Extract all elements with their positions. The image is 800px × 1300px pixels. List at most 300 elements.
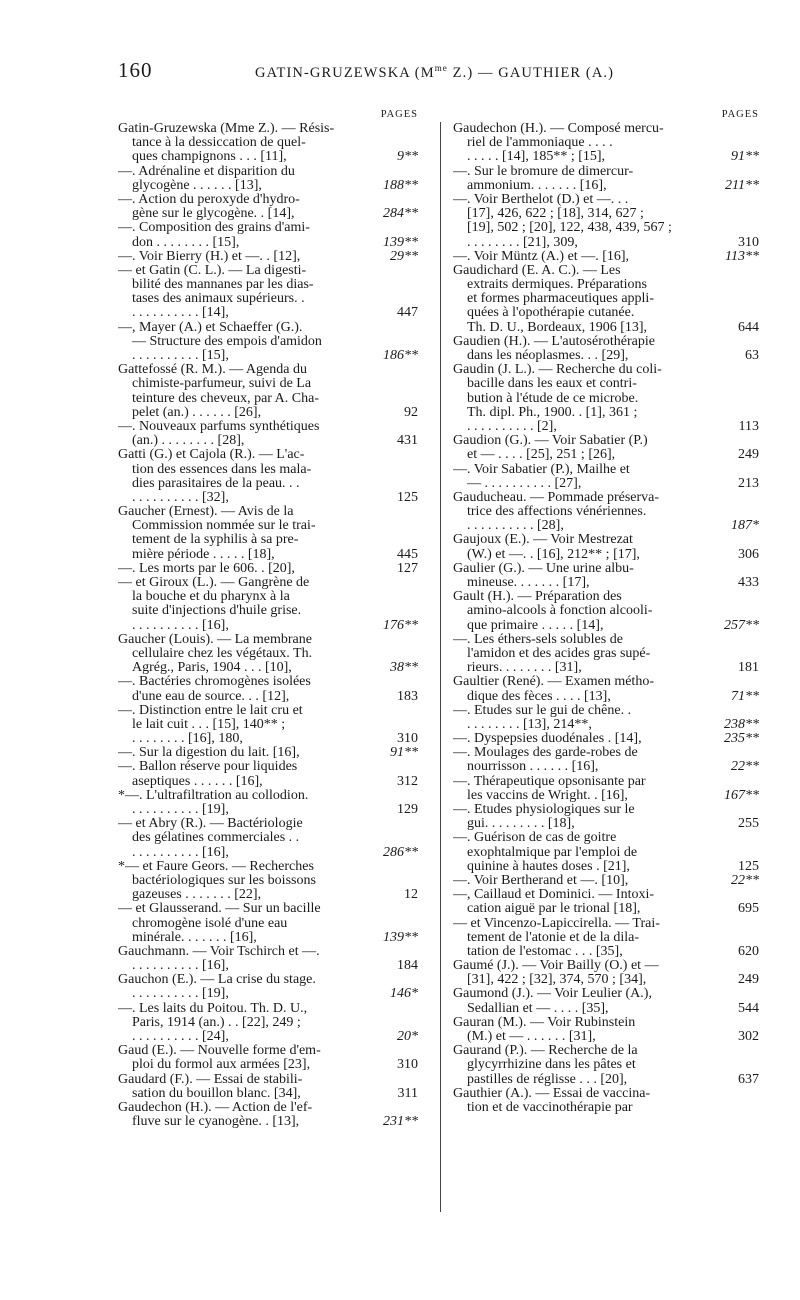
index-line (453, 1087, 759, 1101)
page-reference: 445 (397, 546, 418, 562)
page-reference: 63 (745, 348, 759, 363)
index-line (118, 874, 418, 888)
page-reference: 183 (397, 688, 418, 704)
page-reference: 125 (738, 858, 759, 874)
page-reference (709, 306, 759, 320)
index-line (453, 902, 759, 916)
index-line (118, 392, 418, 406)
page-reference (368, 1101, 418, 1115)
page-reference (709, 533, 759, 547)
index-line (453, 973, 759, 987)
index-entry-text: glycyrrhizine dans les pâtes et (467, 1058, 636, 1073)
index-line (453, 306, 759, 320)
page-reference: 433 (738, 575, 759, 590)
index-entry-text: *— et Faure Geors. — Recherches (118, 859, 314, 874)
index-line (118, 321, 418, 335)
page-reference: 310 (397, 731, 418, 747)
index-line (118, 888, 418, 902)
index-line (453, 434, 759, 448)
pages-label: PAGES (721, 109, 759, 120)
index-entry-text: (an.) . . . . . . . . [28], (132, 434, 245, 449)
index-entry-text: Gauchon (E.). — La crise du stage. (118, 973, 316, 988)
index-line (453, 831, 759, 845)
index-entry-text: . . . . . . . . . . [16], (132, 845, 229, 860)
page-reference: 12 (404, 887, 418, 903)
index-entry-text: dies parasitaires de la peau. . . (132, 476, 300, 491)
page-reference (709, 1087, 759, 1101)
index-line (118, 590, 418, 604)
index-entry-text: —. Voir Bertherand et —. [10], (453, 873, 629, 888)
index-line (118, 434, 418, 448)
pages-label: PAGES (380, 109, 418, 120)
index-line (453, 562, 759, 576)
index-entry-text: —. Guérison de cas de goitre (453, 831, 617, 846)
index-entry-text: mineuse. . . . . . . [17], (467, 576, 590, 590)
index-entry-text: Th. dipl. Ph., 1900. . [1], 361 ; (467, 405, 638, 420)
index-line (453, 576, 759, 590)
page-reference (368, 789, 418, 803)
index-line (453, 789, 759, 803)
page-reference: 22** (731, 759, 759, 775)
page-reference (368, 647, 418, 661)
index-line (453, 860, 759, 874)
page-reference (368, 463, 418, 477)
page-reference (368, 1016, 418, 1030)
index-entry-text: —. Les morts par le 606. . [20], (118, 561, 295, 576)
index-line (453, 604, 759, 618)
index-entry-text: —. Études physiologiques sur le (453, 803, 635, 817)
page-reference: 249 (738, 972, 759, 988)
index-entry-text: Gaucher (Louis). — La membrane (118, 632, 312, 647)
page-reference (709, 562, 759, 576)
index-entry-text: Sedallian et — . . . . [35], (467, 1001, 609, 1016)
page-reference: 257** (724, 617, 759, 633)
index-entry-text: amino-alcools à fonction alcooli- (467, 604, 653, 619)
index-line (453, 1058, 759, 1072)
page-reference: 447 (397, 305, 418, 321)
index-entry-text: quinine à hautes doses . [21], (467, 859, 630, 874)
index-line (453, 150, 759, 164)
page-reference (368, 136, 418, 150)
index-line (118, 122, 418, 136)
page-reference (709, 165, 759, 179)
page-reference: 249 (738, 447, 759, 463)
index-line (453, 760, 759, 774)
index-line (118, 292, 418, 306)
index-entry-text: —. Dyspepsies duodénales . [14], (453, 732, 642, 747)
index-line (453, 377, 759, 391)
index-line (118, 945, 418, 959)
index-entry-text: aseptiques . . . . . . [16], (132, 774, 263, 789)
page-reference (368, 817, 418, 831)
index-entry-text: bactériologiques sur les boissons (132, 873, 316, 888)
page-reference (368, 377, 418, 391)
page-reference: 127 (397, 560, 418, 576)
index-line (118, 1058, 418, 1072)
index-entry-text: . . . . . . . . . . [19], (132, 803, 229, 817)
index-line (118, 165, 418, 179)
index-line (453, 1016, 759, 1030)
page-reference (368, 519, 418, 533)
index-column-left (118, 108, 418, 1129)
index-line (118, 406, 418, 420)
index-line (453, 817, 759, 831)
index-line (453, 363, 759, 377)
page-reference (709, 207, 759, 221)
page-reference (368, 917, 418, 931)
page-reference (368, 902, 418, 916)
page-reference (368, 860, 418, 874)
page-reference (368, 590, 418, 604)
page-reference (709, 633, 759, 647)
page-reference (368, 973, 418, 987)
index-line (118, 973, 418, 987)
index-line (118, 931, 418, 945)
index-entry-text: et — . . . . [25], 251 ; [26], (467, 448, 616, 463)
index-entry-text: —. Sur la digestion du lait. [16], (118, 746, 300, 761)
index-entry-text: rieurs. . . . . . . . [31], (467, 661, 582, 676)
index-entry-text: Agrég., Paris, 1904 . . . [10], (132, 661, 292, 676)
page-reference: 92 (404, 404, 418, 420)
index-entry-text: exophtalmique par l'emploi de (467, 845, 638, 860)
page-reference: 188** (383, 177, 418, 193)
index-entry-text: tement de la syphilis à sa pre- (132, 533, 299, 548)
index-line (118, 278, 418, 292)
index-line (118, 647, 418, 661)
index-entry-text: —. Composition des grains d'ami- (118, 221, 310, 236)
index-line (453, 888, 759, 902)
page-reference (709, 1044, 759, 1058)
column-divider (440, 122, 441, 1212)
index-line (453, 335, 759, 349)
index-line (118, 718, 418, 732)
page-reference (368, 363, 418, 377)
page-reference (368, 420, 418, 434)
index-entry-text: —. Thérapeutique opsonisante par (453, 774, 646, 789)
index-line (453, 207, 759, 221)
page-reference (709, 377, 759, 391)
page-reference: 125 (397, 489, 418, 505)
index-entry-text: (M.) et — . . . . . . [31], (467, 1030, 596, 1044)
index-line (118, 831, 418, 845)
index-entry-text: . . . . . . . . . . [14], (132, 306, 229, 321)
index-entry-text: Th. D. U., Bordeaux, 1906 [13], (467, 320, 648, 335)
index-line (118, 548, 418, 562)
index-line (118, 803, 418, 817)
page-reference (709, 406, 759, 420)
index-entry-text: chimiste-parfumeur, suivi de La (132, 377, 312, 392)
index-line (118, 846, 418, 860)
page-reference: 139** (383, 929, 418, 945)
index-entry-text: —. Études sur le gui de chêne. . (453, 703, 632, 718)
index-line (453, 633, 759, 647)
page-reference (709, 1101, 759, 1115)
index-line (118, 1087, 418, 1101)
page-reference (709, 463, 759, 477)
index-line (453, 917, 759, 931)
page-reference (368, 292, 418, 306)
page-reference (709, 987, 759, 1001)
index-line (453, 278, 759, 292)
index-line (453, 179, 759, 193)
page-reference: 187* (731, 518, 759, 534)
index-line (453, 165, 759, 179)
index-line (118, 576, 418, 590)
index-line (453, 732, 759, 746)
index-entry-text: les vaccins de Wright. . [16], (467, 788, 628, 803)
index-entry-text: tation de l'estomac . . . [35], (467, 944, 623, 959)
index-line (453, 590, 759, 604)
page-reference (368, 477, 418, 491)
index-entry-text: —. Nouveaux parfums synthétiques (118, 419, 320, 434)
page-reference (368, 448, 418, 462)
page-reference: 71** (731, 688, 759, 704)
index-entry-text: extraits dermiques. Préparations (467, 278, 648, 293)
page-reference (368, 675, 418, 689)
page-reference: 20* (397, 1029, 418, 1044)
index-entry-text: —. Les laits du Poitou. Th. D. U., (118, 1001, 308, 1016)
index-line (118, 675, 418, 689)
page-reference (709, 292, 759, 306)
index-line (118, 704, 418, 718)
page-header (0, 58, 800, 88)
index-line (118, 533, 418, 547)
index-entry-text: . . . . . [14], 185** ; [15], (467, 150, 606, 165)
index-line (118, 633, 418, 647)
index-entry-text: —. Les éthers-sels solubles de (453, 632, 623, 647)
index-line (118, 789, 418, 803)
index-entry-text: —. Voir Müntz (A.) et —. [16], (453, 249, 630, 264)
index-entry-text: —. Sur le bromure de dimercur- (453, 164, 634, 179)
index-column-right (453, 108, 759, 1115)
page-reference (368, 604, 418, 618)
index-line (118, 306, 418, 320)
index-line (118, 775, 418, 789)
index-entry-text: pastilles de réglisse . . . [20], (467, 1072, 628, 1087)
index-entry-text: — et Glausserand. — Sur un bacille (118, 902, 321, 917)
index-entry-text: . . . . . . . . [16], 180, (132, 732, 243, 747)
page-reference: 310 (397, 1057, 418, 1073)
index-entry-text: dique des fèces . . . . [13], (467, 689, 611, 704)
index-entry-text: —. Voir Bierry (H.) et —. . [12], (118, 249, 301, 264)
page-reference: 312 (397, 773, 418, 789)
page-reference (368, 760, 418, 774)
index-entry-text: Gatin-Gruzewska (Mme Z.). — Résis- (118, 122, 335, 136)
page-reference (709, 278, 759, 292)
index-line (453, 349, 759, 363)
index-line (453, 931, 759, 945)
page-reference (709, 221, 759, 235)
index-entry-text: (W.) et —. . [16], 212** ; [17], (467, 547, 640, 562)
index-entry-text: — et Abry (R.). — Bactériologie (118, 817, 303, 832)
index-line (118, 377, 418, 391)
index-entry-text: . . . . . . . . . . [2], (467, 419, 557, 434)
index-entry-text: Gattefossé (R. M.). — Agenda du (118, 363, 307, 378)
page-reference: 113** (725, 248, 759, 264)
page-reference: 544 (738, 1000, 759, 1016)
index-line (118, 917, 418, 931)
page-reference (368, 533, 418, 547)
page-reference: 91** (731, 149, 759, 165)
index-line (118, 335, 418, 349)
page-reference (368, 1073, 418, 1087)
index-entry-text: . . . . . . . . [13], 214**, (467, 717, 592, 732)
index-line (118, 519, 418, 533)
index-entry-text: tion et de vaccinothérapie par (467, 1100, 633, 1115)
index-line (453, 533, 759, 547)
index-line (453, 548, 759, 562)
page-reference: 302 (738, 1029, 759, 1044)
index-entry-text: des gélatines commerciales . . (132, 831, 300, 846)
index-entry-text: tance à la dessiccation de quel- (132, 136, 306, 151)
index-entry-text: Gauthier (A.). — Essai de vaccina- (453, 1086, 651, 1101)
index-entry-text: — et Giroux (L.). — Gangrène de (118, 576, 310, 590)
index-line (453, 690, 759, 704)
page-reference: 186** (383, 348, 418, 363)
index-line (118, 505, 418, 519)
index-entry-text: suite d'injections d'huile grise. (132, 604, 302, 619)
index-entry-text: cation aiguë par le trional [18], (467, 902, 641, 917)
page-reference: 310 (738, 234, 759, 250)
index-line (453, 1044, 759, 1058)
index-line (118, 690, 418, 704)
index-entry-text: Gaudard (F.). — Essai de stabili- (118, 1072, 303, 1087)
index-line (453, 1030, 759, 1044)
page-reference: 231** (383, 1114, 418, 1130)
index-line (118, 193, 418, 207)
index-entry-text: —, Caillaud et Dominici. — Intoxi- (453, 888, 655, 903)
index-entry-text: cellulaire chez les végétaux. Th. (132, 646, 313, 661)
index-entry-text: — et Gatin (C. L.). — La digesti- (118, 263, 307, 278)
page-reference (368, 874, 418, 888)
index-line (118, 207, 418, 221)
index-entry-text: . . . . . . . . . . [19], (132, 987, 229, 1002)
index-entry-text: [17], 426, 622 ; [18], 314, 627 ; (467, 207, 644, 222)
index-entry-text: Gaujoux (E.). — Voir Mestrezat (453, 533, 633, 548)
index-entry-text: Commission nommée sur le trai- (132, 519, 316, 534)
page-reference (368, 1044, 418, 1058)
page-reference: 167** (724, 787, 759, 803)
page-reference (709, 917, 759, 931)
page-reference (368, 321, 418, 335)
index-entry-text: Gaudin (J. L.). — Recherche du coli- (453, 363, 662, 378)
index-entry-text: trice des affections vénériennes. (467, 505, 647, 520)
page-reference (368, 278, 418, 292)
page-reference: 146* (390, 986, 418, 1002)
index-entry-text: . . . . . . . . . . [16], (132, 959, 229, 974)
page-reference: 284** (383, 206, 418, 222)
page-reference (709, 803, 759, 817)
index-entry-text: Gaud (E.). — Nouvelle forme d'em- (118, 1044, 321, 1059)
index-entry-text: [19], 502 ; [20], 122, 438, 439, 567 ; (467, 221, 672, 236)
index-line (118, 491, 418, 505)
index-line (118, 1101, 418, 1115)
index-line (453, 675, 759, 689)
page-reference (368, 264, 418, 278)
page-reference (368, 335, 418, 349)
index-line (453, 959, 759, 973)
index-entry-text: Gauducheau. — Pommade préserva- (453, 490, 660, 505)
index-line (453, 987, 759, 1001)
index-line (453, 1101, 759, 1115)
index-line (118, 221, 418, 235)
index-entry-text: bilité des mannanes par les dias- (132, 278, 314, 293)
running-head-post: Z.) — GAUTHIER (A.) (447, 64, 615, 81)
index-entry-text: —. Action du peroxyde d'hydro- (118, 192, 300, 207)
index-line (118, 420, 418, 434)
index-entry-text: . . . . . . . . . . [32], (132, 490, 229, 505)
index-line (118, 661, 418, 675)
page-reference (709, 647, 759, 661)
index-line (453, 803, 759, 817)
page-reference: 637 (738, 1071, 759, 1087)
index-line (453, 945, 759, 959)
index-entry-text: fluve sur le cyanogène. . [13], (132, 1115, 300, 1130)
page-reference: 129 (397, 802, 418, 817)
page-reference (709, 122, 759, 136)
index-line (118, 363, 418, 377)
page-reference (709, 888, 759, 902)
page-reference: 431 (397, 433, 418, 449)
index-line (118, 987, 418, 1001)
index-line (453, 491, 759, 505)
index-line (453, 846, 759, 860)
index-line (118, 448, 418, 462)
page-reference (709, 704, 759, 718)
index-entry-text: sation du bouillon blanc. [34], (132, 1086, 301, 1101)
page-reference (368, 505, 418, 519)
index-entry-text: Gauran (M.). — Voir Rubinstein (453, 1015, 636, 1030)
page-reference: 695 (738, 901, 759, 917)
index-line (118, 1030, 418, 1044)
index-line (453, 1073, 759, 1087)
index-line (453, 746, 759, 760)
page-reference (709, 193, 759, 207)
page-reference: 620 (738, 943, 759, 959)
page-reference (709, 959, 759, 973)
page-reference: 255 (738, 816, 759, 832)
running-head (255, 63, 614, 82)
page-reference (368, 193, 418, 207)
index-entry-text: *—. L'ultrafiltration au collodion. (118, 788, 309, 803)
index-entry-text: que primaire . . . . . [14], (467, 618, 604, 633)
index-line (453, 292, 759, 306)
index-line (118, 619, 418, 633)
page-reference (368, 704, 418, 718)
index-entry-text: Gaurand (P.). — Recherche de la (453, 1044, 638, 1059)
page-reference (709, 846, 759, 860)
index-line (453, 406, 759, 420)
index-entry-text: . . . . . . . . . . [28], (467, 519, 564, 534)
index-line (118, 236, 418, 250)
page-reference (709, 363, 759, 377)
page-reference: 113 (738, 418, 759, 434)
index-line (453, 505, 759, 519)
page-reference: 181 (738, 660, 759, 676)
index-line (118, 477, 418, 491)
page-reference (709, 392, 759, 406)
index-line (118, 562, 418, 576)
page-reference (709, 746, 759, 760)
index-line (118, 1073, 418, 1087)
index-entry-text: — . . . . . . . . . . [27], (467, 476, 582, 491)
index-line (118, 902, 418, 916)
index-line (118, 604, 418, 618)
index-entry-text: — Structure des empois d'amidon (132, 334, 322, 349)
index-entry-text: Gaudechon (H.). — Composé mercu- (453, 122, 664, 136)
index-entry-text: dans les néoplasmes. . . [29], (467, 349, 629, 363)
index-line (118, 264, 418, 278)
